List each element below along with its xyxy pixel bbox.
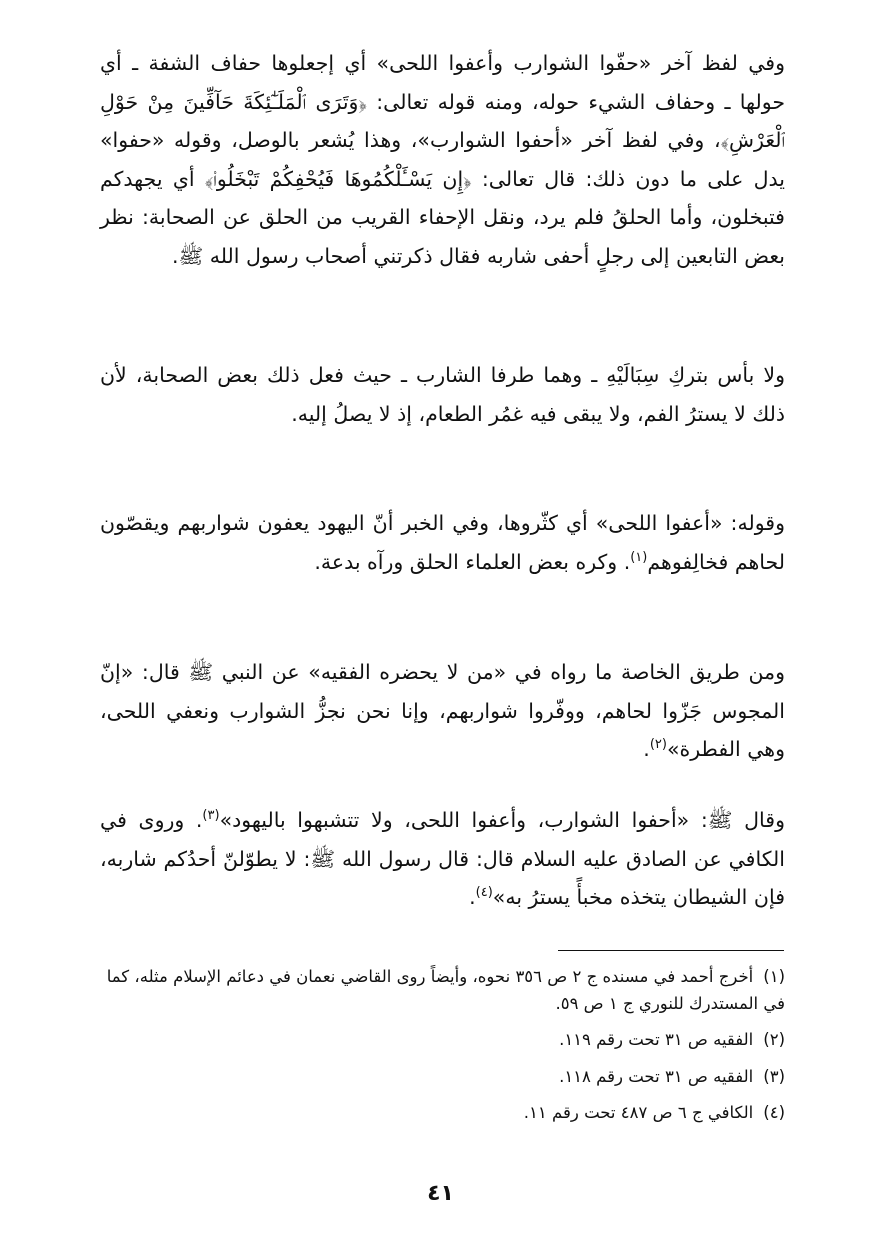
footnote-4-text: الكافي ج ٦ ص ٤٨٧ تحت رقم ١١. [523, 1103, 754, 1122]
footnote-separator [558, 950, 784, 951]
footnote-1 [100, 963, 785, 1017]
footnote-1-number: (١) [763, 967, 785, 986]
footnote-ref-2: (٢) [649, 737, 667, 753]
footnote-1-text: أخرج أحمد في مسنده ج ٢ ص ٣٥٦ نحوه، وأيضاً روى القاضي نعمان في دعائم الإسلام مثله، كما في المستدرك للنوري ج ١ ص ٥٩. [106, 967, 785, 1013]
footnote-4 [100, 1099, 785, 1126]
paragraph-1: وفي لفظ آخر «حفّوا الشوارب وأعفوا اللحى» أي إجعلوها حفاف الشفة ـ أي حولها ـ وحفاف الشيء حوله، ومنه قوله تعالى: ﴿وَتَرَى ٱلْمَلَـٰٓئِكَةَ حَآفِّينَ مِنْ حَوْلِ ٱلْعَرْشِ﴾، وفي لفظ آخر «أحفوا الشوارب»، وهذا يُشعر بالوصل، وقوله «حفوا» يدل على ما دون ذلك: قال تعالى: ﴿إِن يَسْـَٔلْكُمُوهَا فَيُحْفِكُمْ تَبْخَلُوا۟﴾ أي يجهدكم فتبخلون، وأما الحلقُ فلم يرد، ونقل الإحفاء القريب من الحلق عن الصحابة: نظر بعض التابعين إلى رجلٍ أحفى شاربه فقال ذكرتني أصحاب رسول الله ﷺ. [100, 51, 785, 268]
footnote-3-text: الفقيه ص ٣١ تحت رقم ١١٨. [559, 1067, 754, 1086]
footnote-2 [100, 1026, 785, 1053]
paragraph-4 [100, 653, 785, 769]
paragraph-4-text: ومن طريق الخاصة ما رواه في «من لا يحضره الفقيه» عن النبي ﷺ قال: «إنّ المجوس جَزّوا لحاهم، ووفّروا شواربهم، وإنا نحن نجزُّ الشوارب ونعفي اللحى، وهي الفطرة» [100, 660, 785, 761]
paragraph-4-after: . [643, 737, 650, 761]
paragraph-5-after2: . [469, 885, 476, 909]
paragraph-3 [100, 504, 785, 581]
paragraph-3-after: . وكره بعض العلماء الحلق ورآه بدعة. [314, 549, 631, 574]
footnote-ref-3: (٣) [202, 808, 220, 824]
footnote-3-number: (٣) [763, 1067, 785, 1086]
footnote-ref-4: (٤) [475, 885, 493, 901]
paragraph-3-text: وقوله: «أعفوا اللحى» أي كثّروها، وفي الخبر أنّ اليهود يعفون شواربهم ويقصّون لحاهم فخالِفوهم [100, 511, 785, 574]
footnote-ref-1: (١) [630, 549, 648, 565]
paragraph-2: ولا بأس بتركِ سِبَالَيْهِ ـ وهما طرفا الشارب ـ حيث فعل ذلك بعض الصحابة، لأن ذلك لا يسترُ الفم، ولا يبقى فيه غمُر الطعام، إذ لا يصلُ إليه. [100, 363, 785, 426]
paragraph-5-after: . وروى في الكافي عن الصادق عليه السلام قال: قال رسول الله ﷺ: لا يطوّلنّ أحدُكم شاربه، فإن الشيطان يتخذه مخبأً يسترُ به» [100, 808, 785, 909]
page-number: ٤١ [427, 1181, 454, 1206]
footnote-3 [100, 1063, 785, 1090]
footnote-2-number: (٢) [763, 1030, 785, 1049]
footnote-4-number: (٤) [763, 1103, 785, 1122]
footnote-2-text: الفقيه ص ٣١ تحت رقم ١١٩. [559, 1030, 754, 1049]
paragraph-5 [100, 801, 785, 917]
paragraph-5-text: وقال ﷺ: «أحفوا الشوارب، وأعفوا اللحى، ولا تتشبهوا باليهود» [219, 808, 785, 832]
